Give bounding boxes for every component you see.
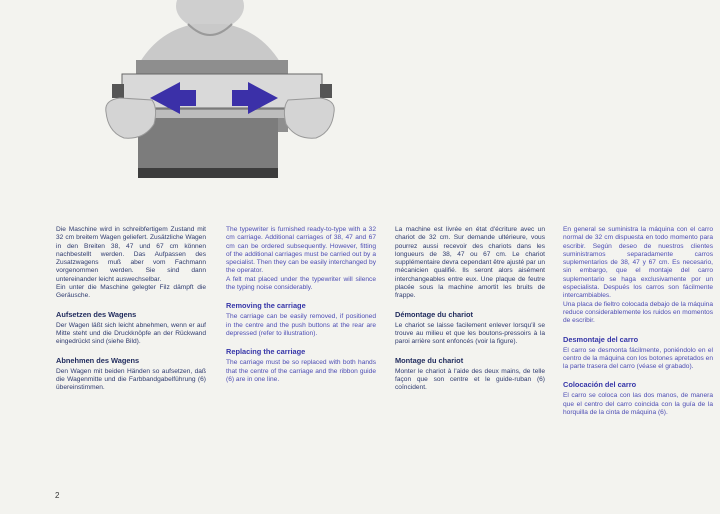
- section-heading: Abnehmen des Wagens: [56, 355, 140, 365]
- intro-text-2: Ein unter die Maschine gelegter Filz dämpft die Geräusche.: [56, 284, 206, 300]
- section-heading: Aufsetzen des Wagens: [56, 309, 137, 319]
- typewriter-carriage-photo: [100, 0, 340, 178]
- spanish-column: [563, 226, 713, 417]
- intro-text-2: A felt mat placed under the typewriter will silence the typing noise considerably.: [226, 275, 376, 292]
- intro-text-2: Una placa de fieltro colocada debajo de la máquina reduce considerablemente los ruidos en momentos de escribir.: [563, 300, 713, 325]
- section-heading: Colocación del carro: [563, 380, 637, 390]
- shirt: [140, 24, 280, 62]
- section-heading: Removing the carriage: [226, 301, 306, 311]
- french-column: [395, 226, 545, 392]
- section-text: Den Wagen mit beiden Händen so aufsetzen, daß die Wagenmitte und die Farbbandgabelführung (6) übereinstimmen.: [56, 367, 206, 392]
- section-text: The carriage can be easily removed, if positioned in the centre and the push buttons at the rear are depressed (refer to illustration).: [226, 313, 376, 337]
- intro-text: The typewriter is furnished ready-to-type with a 32 cm carriage. Additional carriages of 38, 47 and 67 cm can be ordered subsequently. However, fitting of the additional carriages must be carried out by a specialist. Then they can be easily interchanged by the operator.: [226, 226, 376, 275]
- german-column: [56, 226, 206, 392]
- section-heading: Montage du chariot: [395, 355, 464, 365]
- section-heading: Replacing the carriage: [226, 347, 306, 357]
- section-text: Monter le chariot à l'aide des deux mains, de telle façon que son centre et le guide-ruban (6) coïncident.: [395, 367, 545, 392]
- intro-text: La machine est livrée en état d'écriture avec un chariot de 32 cm. Sur demande ultérieure, vous pourrez aussi recevoir des chariots dans les longueurs de 38, 47 ou 67 cm. Le chariot supplémentaire devra cependant être ajusté par un mécanicien qualifié. Ils seront alors aisément interchangeables entre eux. Une plaque de feutre placée sous la machine amortit les bruits de frappe.: [395, 226, 545, 300]
- section-heading: Démontage du chariot: [395, 309, 474, 319]
- section-text: El carro se desmonta fácilmente, poniéndolo en el centro de la máquina con los botones apretados en la parte trasera del carro (véase el grabado).: [563, 346, 713, 371]
- right-hand: [284, 98, 334, 138]
- section-heading: Desmontaje del carro: [563, 334, 639, 344]
- section-text: The carriage must be so replaced with both hands that the centre of the carriage and the ribbon guide (6) are in one line.: [226, 359, 376, 383]
- machine-base: [138, 118, 278, 174]
- intro-text: En general se suministra la máquina con el carro normal de 32 cm dispuesta en todo momento para escribir. Según deseo de nuestros clientes suministramos separadamente carros suplementarios de 38, 47 y 67 cm. Es necesario, sin embargo, que el montaje del carro suplementario se haga exclusivamente por un especialista. Después los carros son fácilmente intercambiables.: [563, 226, 713, 300]
- section-text: El carro se coloca con las dos manos, de manera que el centro del carro coincida con la guía de la horquilla de la cinta de máquina (6).: [563, 392, 713, 417]
- section-text: Der Wagen läßt sich leicht abnehmen, wenn er auf Mitte steht und die Druckknöpfe an der Rückwand eingedrückt sind (siehe Bild).: [56, 321, 206, 346]
- section-text: Le chariot se laisse facilement enlever lorsqu'il se trouve au milieu et que les boutons-pressoirs à la paroi arrière sont enfoncés (voir la figure).: [395, 321, 545, 346]
- intro-text: Die Maschine wird in schreibfertigem Zustand mit 32 cm breitem Wagen geliefert. Zusätzliche Wagen in den Breiten 38, 47 und 67 cm können nachbestellt werden. Das Aufpassen des Zusatzwagens muß aber vom Fachmann vorgenommen werden. Sie sind dann untereinander leicht auswechselbar.: [56, 226, 206, 283]
- english-column: [226, 226, 376, 384]
- page-number: 2: [55, 491, 60, 500]
